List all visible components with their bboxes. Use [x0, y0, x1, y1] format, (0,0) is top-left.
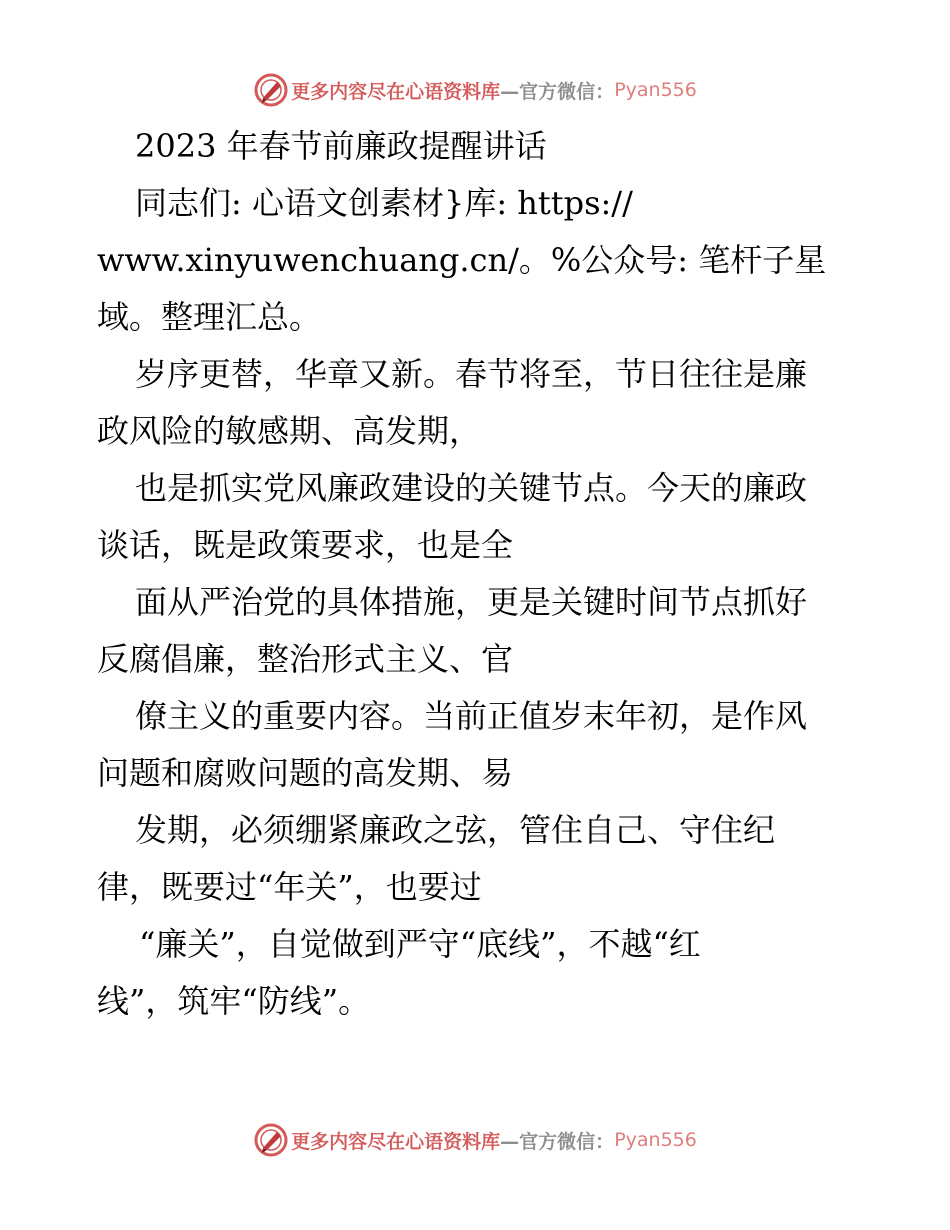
watermark-wechat-label: —官方微信： [500, 80, 615, 103]
paragraph-line: www.xinyuwenchuang.cn/。%公众号: 笔杆子星 [97, 241, 827, 279]
watermark-wechat-handle: Pyan556 [614, 79, 697, 101]
header-watermark [0, 68, 950, 112]
paragraph-line: 发期，必须绷紧廉政之弦，管住自己、守住纪 [135, 811, 776, 849]
watermark-site-text: 更多内容尽在心语资料库 [291, 1130, 501, 1153]
paragraph-line: 僚主义的重要内容。当前正值岁末年初，是作风 [135, 697, 808, 735]
document-body [97, 118, 867, 1030]
document-title: 2023 年春节前廉政提醒讲话 [135, 127, 547, 165]
paragraph-line: 线”，筑牢“防线”。 [97, 982, 371, 1020]
paragraph-line: 域。整理汇总。 [97, 298, 322, 336]
paragraph-line: 问题和腐败问题的高发期、易 [97, 754, 514, 792]
watermark-wechat-handle: Pyan556 [614, 1129, 697, 1151]
paragraph-line: 反腐倡廉，整治形式主义、官 [97, 640, 514, 678]
paragraph-line: 也是抓实党风廉政建设的关键节点。今天的廉政 [135, 469, 808, 507]
watermark-site-text: 更多内容尽在心语资料库 [291, 80, 501, 103]
paragraph-line: 同志们: 心语文创素材}库: https:// [135, 184, 633, 222]
paragraph-line: 岁序更替，华章又新。春节将至，节日往往是廉 [135, 355, 808, 393]
paragraph-line: 面从严治党的具体措施，更是关键时间节点抓好 [135, 583, 808, 621]
paragraph-line: 谈话，既是政策要求，也是全 [97, 526, 514, 564]
watermark-wechat-label: —官方微信： [500, 1130, 615, 1153]
paragraph-line: 律，既要过“年关”，也要过 [97, 868, 482, 906]
fountain-pen-logo-icon [253, 1122, 289, 1158]
paragraph-line: “廉关”，自觉做到严守“底线”，不越“红 [139, 925, 701, 963]
footer-watermark [0, 1118, 950, 1162]
paragraph-line: 政风险的敏感期、高发期， [97, 412, 482, 450]
fountain-pen-logo-icon [253, 72, 289, 108]
